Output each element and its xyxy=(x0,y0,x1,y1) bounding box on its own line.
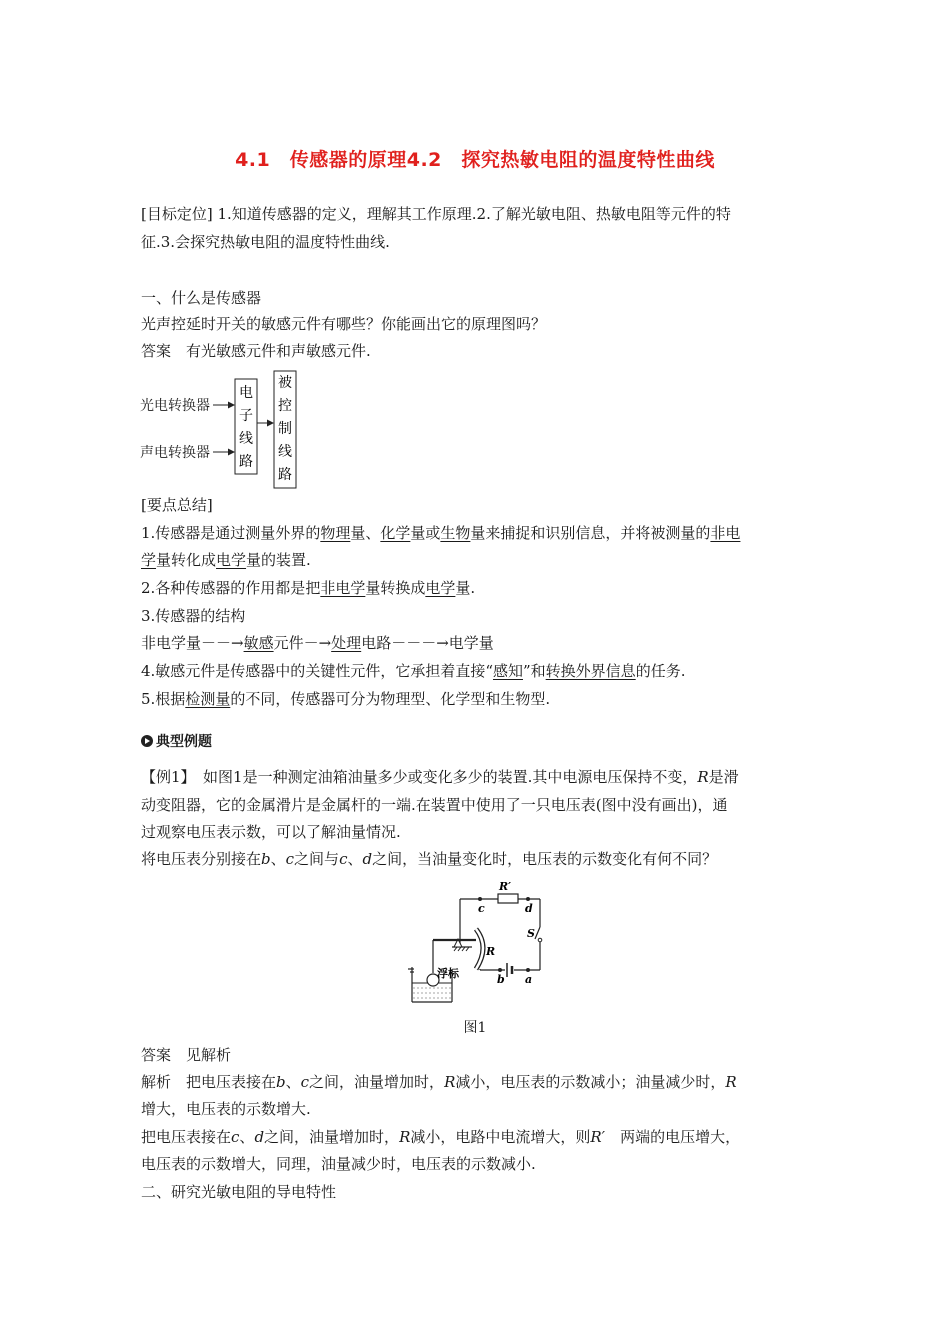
example1-analysis-line-2: 增大，电压表的示数增大. xyxy=(141,1100,311,1118)
example1-analysis-line-4: 电压表的示数增大，同理，油量减少时，电压表的示数减小. xyxy=(141,1155,536,1173)
summary-point-1-cont: 学量转化成电学量的装置. xyxy=(141,551,311,569)
controlled-circuit-char-3: 制 xyxy=(278,421,292,437)
acoustic-converter-label: 声电转换器 xyxy=(140,445,210,461)
controlled-circuit-char-1: 被 xyxy=(278,375,292,391)
svg-text:R′: R′ xyxy=(499,880,512,893)
typical-examples-heading: 典型例题 xyxy=(141,731,212,751)
objectives-line-1: [目标定位] 1.知道传感器的定义，理解其工作原理.2.了解光敏电阻、热敏电阻等元件的特 xyxy=(141,205,731,223)
controlled-circuit-char-4: 线 xyxy=(278,444,292,460)
example1-analysis-line-3: 把电压表接在c、d之间，油量增加时，R减小，电路中电流增大，则R′ 两端的电压增大， xyxy=(141,1128,741,1146)
example1-question: 将电压表分别接在b、c之间与c、d之间，当油量变化时，电压表的示数变化有何不同？ xyxy=(141,850,718,868)
objectives-line-2: 征.3.会探究热敏电阻的温度特性曲线. xyxy=(141,233,390,251)
summary-point-1: 1.传感器是通过测量外界的物理量、化学量或生物量来捕捉和识别信息，并将被测量的非电 xyxy=(141,524,741,542)
example1-answer: 答案 见解析 xyxy=(141,1046,232,1064)
svg-text:R: R xyxy=(486,945,496,958)
photoelectric-converter-label: 光电转换器 xyxy=(140,398,210,414)
electronic-circuit-char-1: 电 xyxy=(239,385,253,401)
section1-question: 光声控延时开关的敏感元件有哪些？你能画出它的原理图吗？ xyxy=(141,315,547,333)
svg-text:S: S xyxy=(527,927,535,940)
electronic-circuit-char-2: 子 xyxy=(239,408,253,424)
electronic-circuit-char-3: 线 xyxy=(239,431,253,447)
svg-text:a: a xyxy=(525,973,533,986)
example1-line-1: 【例1】 如图1是一种测定油箱油量多少或变化多少的装置.其中电源电压保持不变，R是滑 xyxy=(141,768,739,786)
svg-text:浮标: 浮标 xyxy=(437,967,459,980)
example1-analysis-line-1: 解析 把电压表接在b、c之间，油量增加时，R减小，电压表的示数减小；油量减少时，R xyxy=(141,1073,737,1091)
section1-heading: 一、什么是传感器 xyxy=(141,289,262,307)
example1-line-2: 动变阻器，它的金属滑片是金属杆的一端.在装置中使用了一只电压表(图中没有画出)，通 xyxy=(141,796,728,814)
play-circle-icon xyxy=(141,735,153,747)
summary-point-5: 5.根据检测量的不同，传感器可分为物理型、化学型和生物型. xyxy=(141,690,551,708)
switch-s xyxy=(535,927,540,939)
summary-heading: [要点总结] xyxy=(141,496,213,514)
page-title: 4.1 传感器的原理4.2 探究热敏电阻的温度特性曲线 xyxy=(235,149,715,171)
controlled-circuit-char-2: 控 xyxy=(278,398,292,414)
sensor-structure-chain: 非电学量－－→敏感元件－→处理电路－－－→电学量 xyxy=(141,634,494,652)
example1-line-3: 过观察电压表示数，可以了解油量情况. xyxy=(141,823,401,841)
oil-gauge-circuit-figure xyxy=(400,877,560,1012)
svg-text:d: d xyxy=(525,902,533,915)
section2-heading: 二、研究光敏电阻的导电特性 xyxy=(141,1183,337,1201)
sensor-block-diagram xyxy=(135,368,325,493)
section1-answer: 答案 有光敏感元件和声敏感元件. xyxy=(141,342,371,360)
summary-point-4: 4.敏感元件是传感器中的关键性元件，它承担着直接“感知”和转换外界信息的任务. xyxy=(141,662,686,680)
summary-point-3: 3.传感器的结构 xyxy=(141,607,246,625)
svg-text:c: c xyxy=(478,902,485,915)
controlled-circuit-char-5: 路 xyxy=(278,467,292,483)
electronic-circuit-char-4: 路 xyxy=(239,454,253,470)
resistor-r-prime xyxy=(498,894,518,903)
svg-text:b: b xyxy=(497,973,505,986)
figure-1-caption: 图1 xyxy=(463,1020,487,1036)
summary-point-2: 2.各种传感器的作用都是把非电学量转换成电学量. xyxy=(141,579,476,597)
